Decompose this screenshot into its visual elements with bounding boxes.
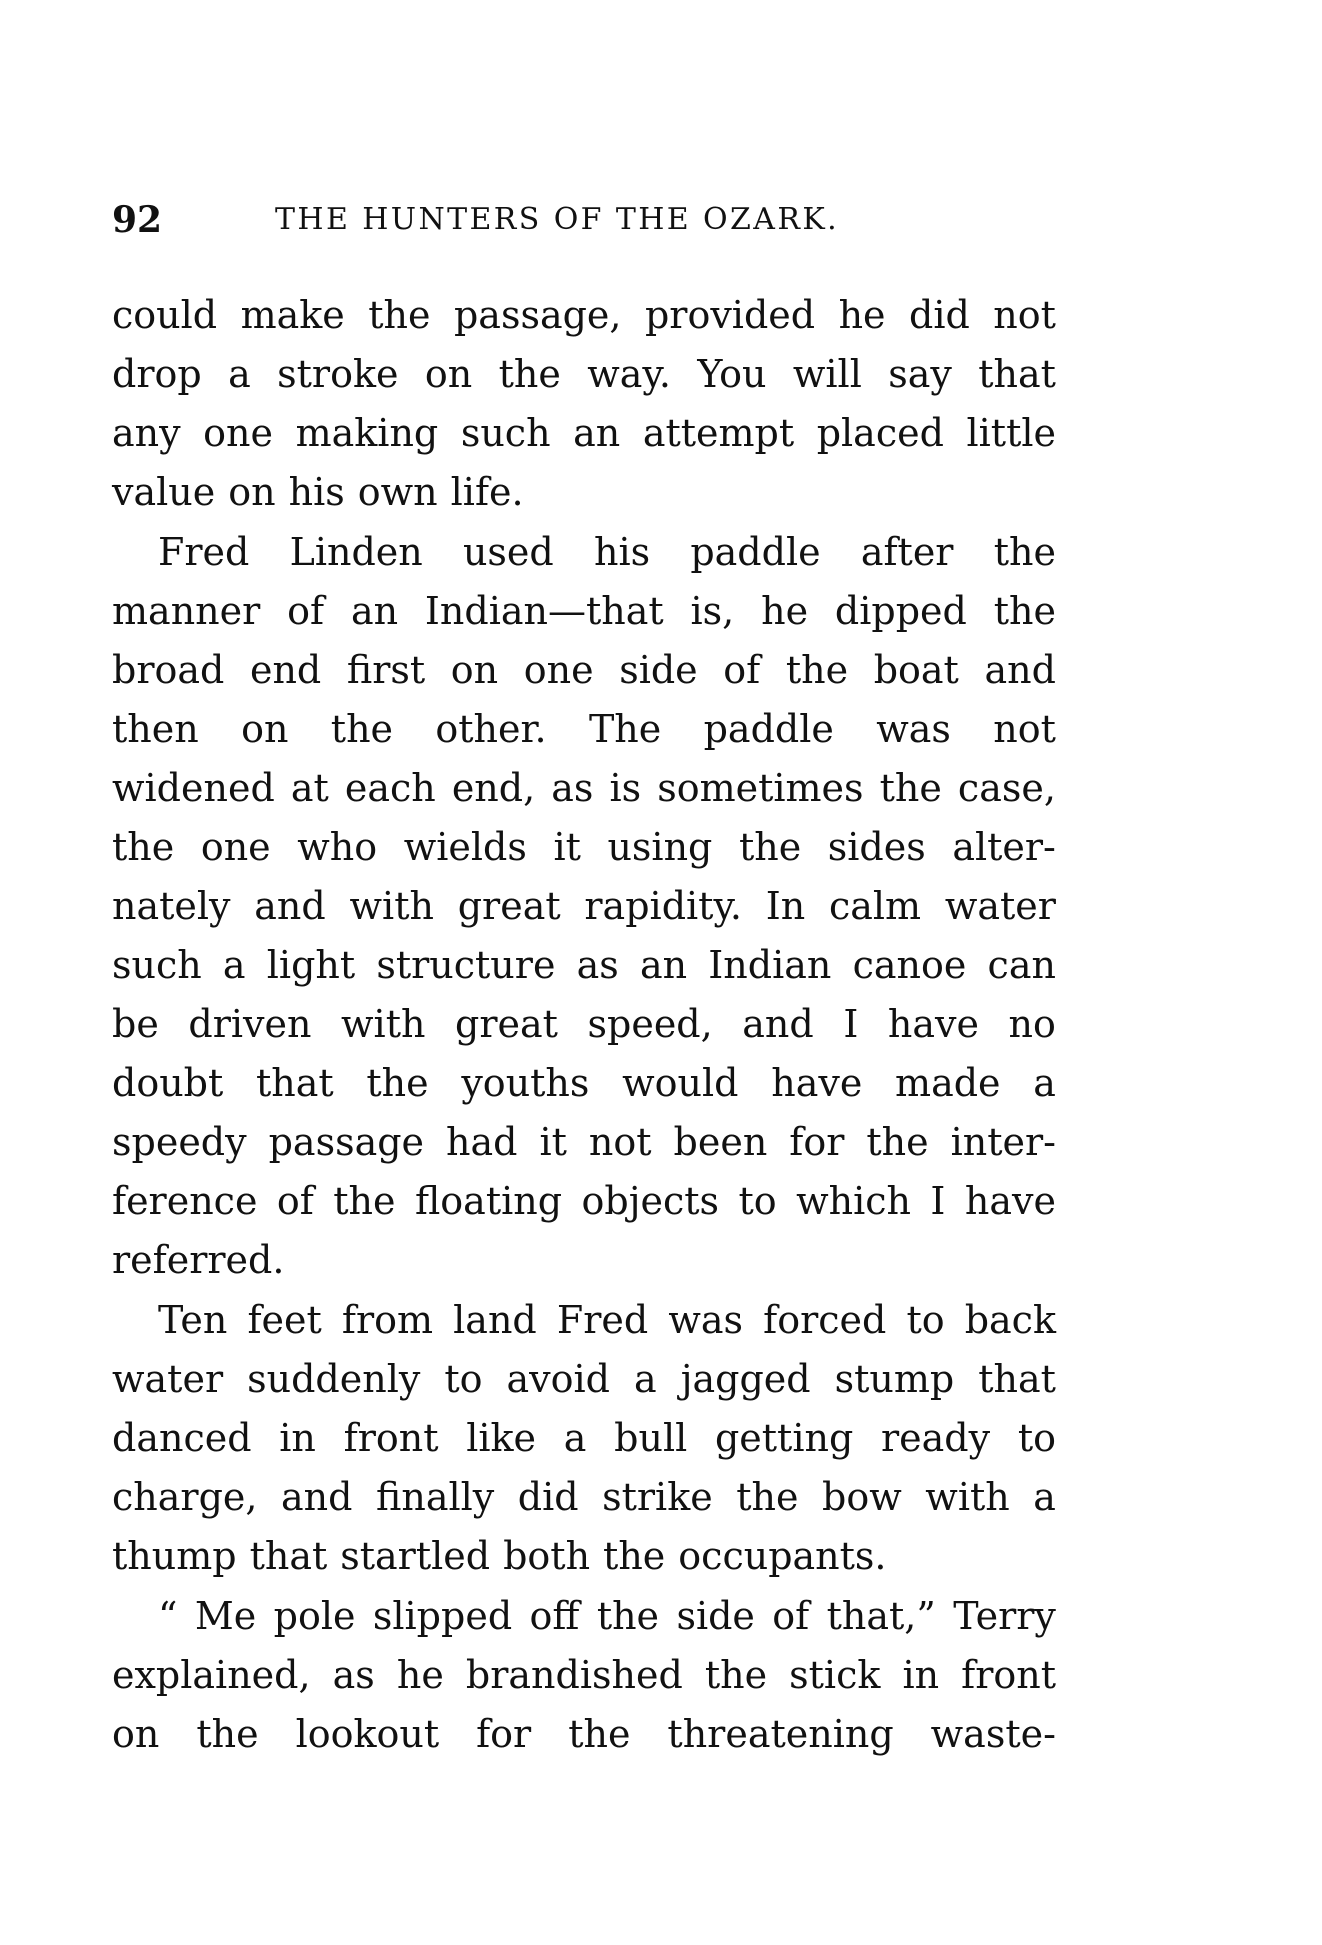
- text-line: such a light structure as an Indian canoe can: [112, 943, 1056, 987]
- text-line: then on the other. The paddle was not: [112, 707, 1056, 751]
- text-line: doubt that the youths would have made a: [112, 1061, 1056, 1105]
- running-title: THE HUNTERS OF THE OZARK.: [275, 202, 840, 237]
- text-line: on the lookout for the threatening waste-: [112, 1712, 1056, 1756]
- text-line: nately and with great rapidity. In calm water: [112, 884, 1056, 928]
- text-line: danced in front like a bull getting ready to: [112, 1416, 1056, 1460]
- text-line: thump that startled both the occupants.: [112, 1534, 887, 1578]
- text-line: speedy passage had it not been for the inter-: [112, 1120, 1056, 1164]
- text-line: widened at each end, as is sometimes the case,: [112, 766, 1056, 810]
- text-line: Ten feet from land Fred was forced to back: [158, 1298, 1056, 1342]
- text-line: water suddenly to avoid a jagged stump that: [112, 1357, 1056, 1401]
- text-line: the one who wields it using the sides alter-: [112, 825, 1056, 869]
- text-line: referred.: [112, 1238, 285, 1282]
- text-line: drop a stroke on the way. You will say that: [112, 352, 1056, 396]
- text-line: explained, as he brandished the stick in front: [112, 1653, 1056, 1697]
- text-line: be driven with great speed, and I have no: [112, 1002, 1056, 1046]
- text-line: could make the passage, provided he did not: [112, 293, 1056, 337]
- text-line: any one making such an attempt placed little: [112, 411, 1056, 455]
- text-line: broad end first on one side of the boat and: [112, 648, 1056, 692]
- body-text: [112, 286, 1056, 1764]
- page-header: [112, 190, 1072, 250]
- page-number: 92: [112, 199, 163, 241]
- text-line: value on his own life.: [112, 470, 524, 514]
- text-line: charge, and finally did strike the bow with a: [112, 1475, 1056, 1519]
- text-line: Fred Linden used his paddle after the: [158, 530, 1056, 574]
- text-line: ference of the floating objects to which I have: [112, 1179, 1056, 1223]
- text-line: manner of an Indian—that is, he dipped the: [112, 589, 1056, 633]
- text-line: “ Me pole slipped off the side of that,” Terry: [158, 1594, 1056, 1638]
